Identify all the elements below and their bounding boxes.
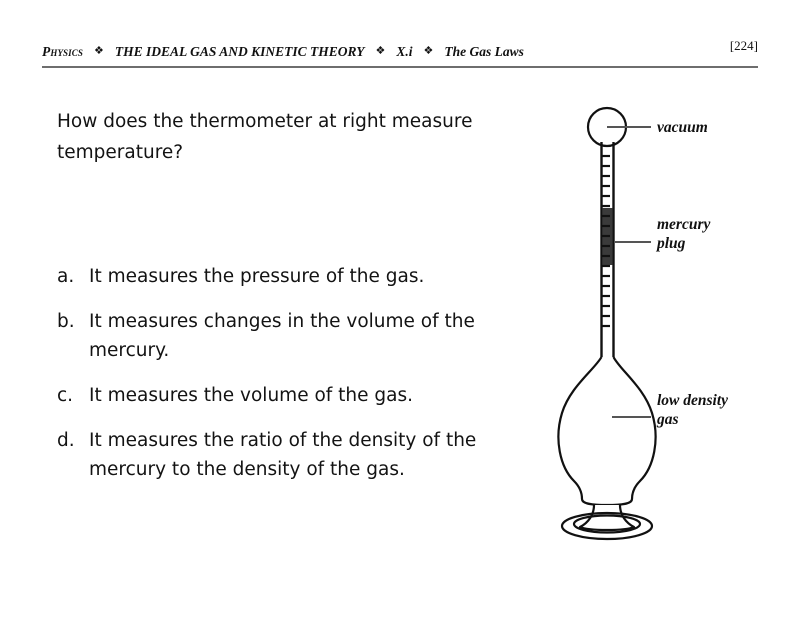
mercury-plug-label-line1: mercury — [657, 216, 711, 233]
diamond-separator-icon: ❖ — [423, 45, 434, 57]
choice-text: It measures the pressure of the gas. — [89, 266, 425, 287]
gas-thermometer-diagram — [530, 95, 790, 545]
choice-text: It measures the ratio of the density of the mercury to the density of the gas. — [89, 430, 477, 480]
answer-choice-b[interactable] — [57, 307, 527, 365]
choice-marker: d. — [57, 430, 75, 451]
choice-text: It measures changes in the volume of the mercury. — [89, 311, 475, 361]
diamond-separator-icon: ❖ — [375, 45, 386, 57]
answer-choice-c[interactable] — [57, 381, 527, 410]
answer-choice-d[interactable] — [57, 426, 527, 484]
vacuum-label: vacuum — [657, 119, 708, 136]
low-density-gas-label-line1: low density — [657, 392, 729, 409]
breadcrumb-item-subject: Physics — [42, 44, 83, 59]
answer-choice-list — [57, 262, 527, 500]
gas-bulb-shape — [558, 357, 655, 505]
answer-choice-a[interactable] — [57, 262, 527, 291]
choice-marker: b. — [57, 311, 75, 332]
breadcrumb-item-section: X.i — [396, 44, 413, 59]
breadcrumb-item-chapter: THE IDEAL GAS AND KINETIC THEORY — [114, 44, 365, 59]
page-number: [224] — [729, 38, 758, 53]
choice-marker: c. — [57, 385, 74, 406]
breadcrumb-item-topic: The Gas Laws — [444, 44, 524, 59]
slide-header — [42, 38, 758, 68]
question-text: How does the thermometer at right measure temperature? — [57, 111, 473, 163]
breadcrumb — [42, 44, 758, 66]
diamond-separator-icon: ❖ — [93, 45, 104, 57]
header-divider — [42, 66, 758, 68]
mercury-plug-label-line2: plug — [657, 235, 686, 252]
choice-text: It measures the volume of the gas. — [89, 385, 414, 406]
low-density-gas-label-line2: gas — [657, 411, 679, 428]
choice-marker: a. — [57, 266, 75, 287]
